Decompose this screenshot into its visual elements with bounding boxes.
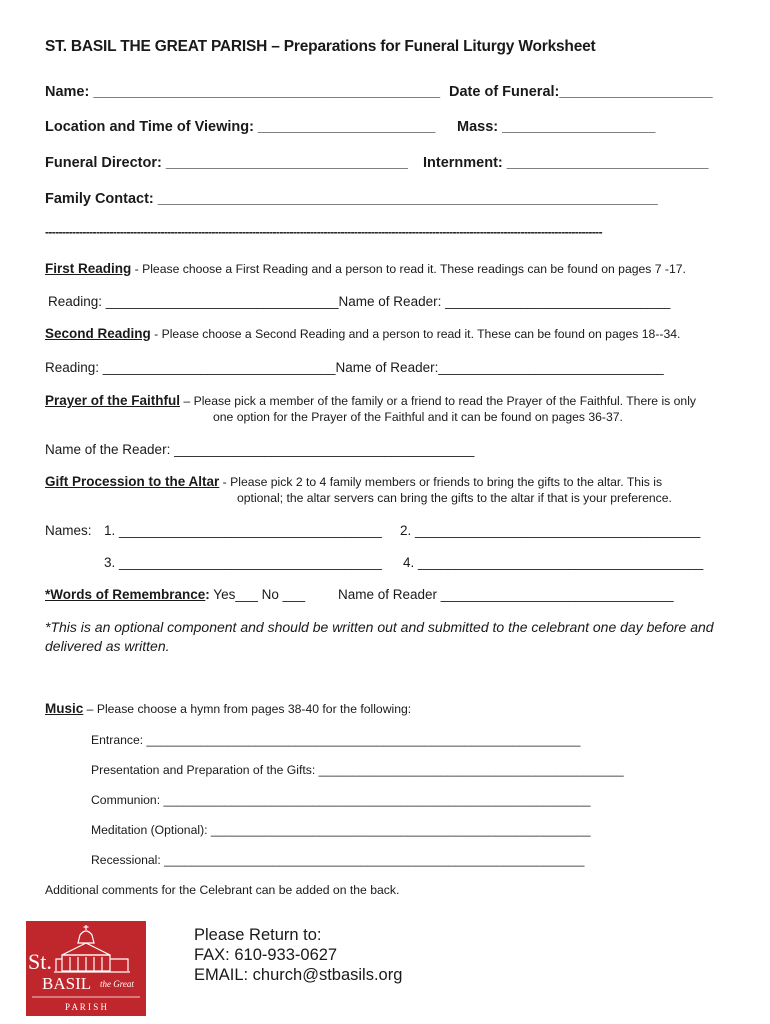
gift-name-2[interactable]: 2. ______________________________________: [400, 523, 701, 538]
first-reading-heading: First Reading: [45, 261, 132, 276]
yes-no-field[interactable]: Yes___ No ___: [209, 587, 306, 602]
gift-name-3[interactable]: 3. ___________________________________: [104, 555, 382, 570]
prayer-desc-1: – Please pick a member of the family or a friend to read the Prayer of the Faithful. There is only: [180, 394, 696, 408]
music-heading: Music: [45, 701, 84, 716]
prayer-desc-2: one option for the Prayer of the Faithful and it can be found on pages 36-37.: [213, 410, 623, 424]
return-fax: FAX: 610-933-0627: [194, 946, 338, 964]
second-reading-desc: - Please choose a Second Reading and a person to read it. These can be found on pages 18--34.: [150, 327, 681, 341]
prayer-instructions: [45, 393, 696, 408]
logo-st: St.: [28, 949, 52, 974]
remembrance-reader-field[interactable]: Name of Reader _______________________________: [338, 587, 674, 602]
recessional-hymn-field[interactable]: Recessional: ______________________________________________________________: [91, 853, 585, 867]
optional-note-2: delivered as written.: [45, 638, 170, 654]
additional-comments-note: Additional comments for the Celebrant can be added on the back.: [45, 883, 400, 897]
names-label: Names:: [45, 523, 92, 538]
entrance-hymn-field[interactable]: Entrance: ________________________________________________________________: [91, 733, 581, 747]
viewing-field[interactable]: Location and Time of Viewing: ______________________: [45, 119, 436, 135]
church-icon: [26, 921, 146, 1016]
gift-name-4[interactable]: 4. ______________________________________: [403, 555, 704, 570]
music-instructions: [45, 701, 411, 716]
family-contact-field[interactable]: Family Contact: ______________________________________________________________: [45, 191, 658, 207]
presentation-hymn-field[interactable]: Presentation and Preparation of the Gifts: _____________________________________________: [91, 763, 624, 777]
parish-logo: [26, 921, 146, 1016]
second-reading-line[interactable]: Reading: _______________________________Name of Reader:______________________________: [45, 360, 664, 375]
words-heading: *Words of Remembrance: [45, 587, 206, 602]
logo-parish: P A R I S H: [65, 1002, 107, 1012]
gift-instructions: [45, 474, 662, 489]
music-desc: – Please choose a hymn from pages 38-40 for the following:: [83, 702, 412, 716]
return-label: Please Return to:: [194, 926, 322, 944]
section-divider: --------------------------------------------------------------------------------------------------------------------------------------------------------------------: [45, 225, 602, 239]
words-colon: :: [205, 587, 210, 602]
second-reading-heading: Second Reading: [45, 326, 151, 341]
prayer-heading: Prayer of the Faithful: [45, 393, 181, 408]
internment-field[interactable]: Internment: _________________________: [423, 155, 709, 171]
first-reading-instructions: [45, 261, 686, 276]
second-reading-instructions: [45, 326, 680, 341]
logo-basil: BASIL: [42, 974, 92, 993]
gift-name-1[interactable]: 1. ___________________________________: [104, 523, 382, 538]
funeral-director-field[interactable]: Funeral Director: ______________________________: [45, 155, 408, 171]
gift-desc-1: - Please pick 2 to 4 family members or friends to bring the gifts to the altar. This is: [219, 475, 663, 489]
optional-note-1: *This is an optional component and should be written out and submitted to the celebrant one day before and: [45, 619, 714, 635]
gift-desc-2: optional; the altar servers can bring the gifts to the altar if that is your preference.: [237, 491, 672, 505]
prayer-reader-line[interactable]: Name of the Reader: ________________________________________: [45, 442, 475, 457]
page-title: ST. BASIL THE GREAT PARISH – Preparations for Funeral Liturgy Worksheet: [45, 38, 596, 55]
communion-hymn-field[interactable]: Communion: _______________________________________________________________: [91, 793, 591, 807]
meditation-hymn-field[interactable]: Meditation (Optional): ________________________________________________________: [91, 823, 591, 837]
mass-field[interactable]: Mass: ___________________: [457, 119, 656, 135]
logo-the-great: the Great: [100, 979, 134, 989]
gift-heading: Gift Procession to the Altar: [45, 474, 220, 489]
name-field[interactable]: Name: ___________________________________________: [45, 84, 441, 100]
words-of-remembrance-row: [45, 587, 305, 602]
first-reading-desc: - Please choose a First Reading and a person to read it. These readings can be found on pages 7 -17.: [131, 262, 686, 276]
return-email[interactable]: EMAIL: church@stbasils.org: [194, 966, 403, 984]
date-of-funeral-field[interactable]: Date of Funeral:___________________: [449, 84, 713, 100]
first-reading-line[interactable]: Reading: _______________________________Name of Reader: ______________________________: [48, 294, 671, 309]
